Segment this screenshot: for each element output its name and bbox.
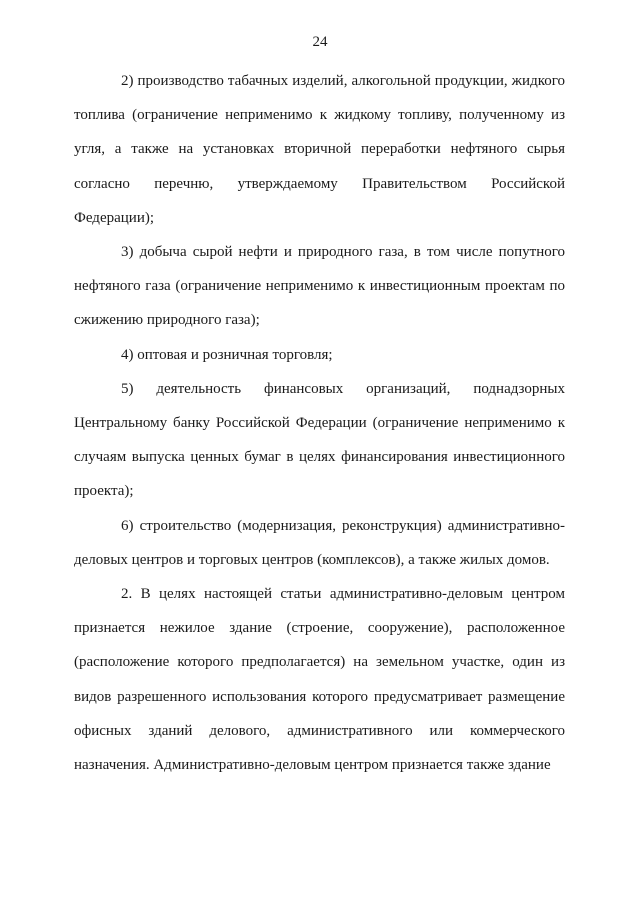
list-item-6-construction: 6) строительство (модернизация, реконструкция) административно-деловых центров и торговых центров (комплексов), а также жилых домов. bbox=[74, 517, 565, 568]
document-body bbox=[74, 64, 565, 782]
list-item-3-oil-gas-extraction: 3) добыча сырой нефти и природного газа, в том числе попутного нефтяного газа (ограничение неприменимо к инвестиционным проектам по сжижению природного газа); bbox=[74, 244, 565, 329]
list-item-5-financial-organizations: 5) деятельность финансовых организаций, поднадзорных Центральному банку Российской Федерации (ограничение неприменимо к случаям выпуска ценных бумаг в целях финансирования инвестиционного проекта); bbox=[74, 380, 565, 500]
list-item-4-trade: 4) оптовая и розничная торговля; bbox=[121, 346, 333, 363]
list-item-2-tobacco-alcohol-fuel: 2) производство табачных изделий, алкогольной продукции, жидкого топлива (ограничение неприменимо к жидкому топливу, полученному из угля, а также на установках вторичной переработки нефтяного сырья согласно перечню, утверждаемому Правительством Российской Федерации); bbox=[74, 73, 565, 226]
paragraph-2-business-center-definition: 2. В целях настоящей статьи административно-деловым центром признается нежилое здание (строение, сооружение), расположенное (расположение которого предполагается) на земельном участке, один из видов разрешенного использования которого предусматривает размещение офисных зданий делового, административного или коммерческого назначения. Административно-деловым центром признается также здание bbox=[74, 586, 565, 774]
page-number: 24 bbox=[312, 34, 328, 50]
